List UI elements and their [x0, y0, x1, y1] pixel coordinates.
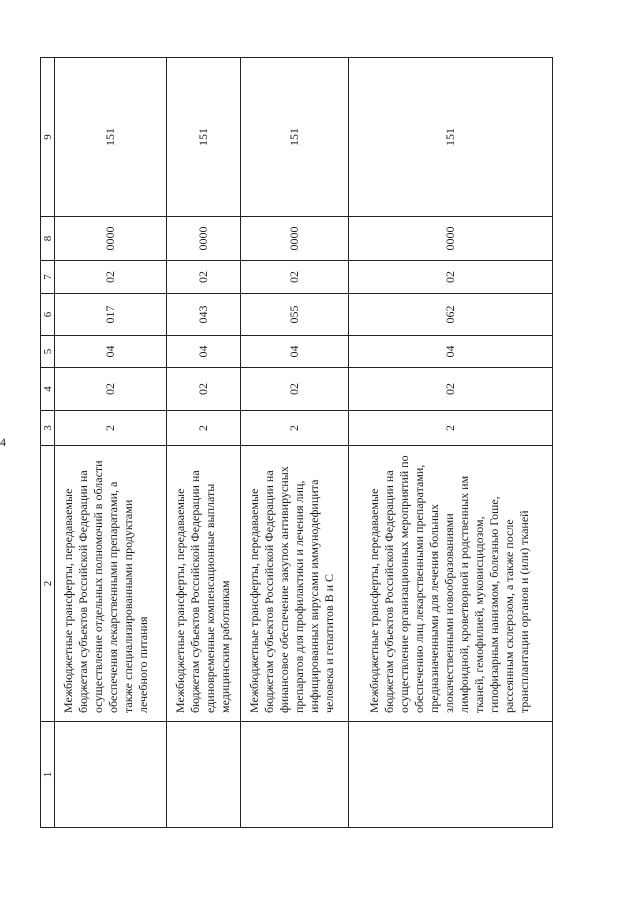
code-cell: 017: [55, 294, 167, 336]
page-number: 4: [0, 435, 6, 449]
header-cell: 2: [41, 446, 55, 722]
header-cell: 8: [41, 217, 55, 261]
header-cell: 9: [41, 58, 55, 217]
header-cell: 6: [41, 294, 55, 336]
code-cell: 02: [167, 368, 241, 411]
table-row: [55, 58, 167, 828]
code-cell: 055: [241, 294, 349, 336]
code-cell: 04: [55, 336, 167, 368]
header-cell: 1: [41, 722, 55, 828]
description-cell: Межбюджетные трансферты, передаваемые бюджетам субъектов Российской Федерации на осуществление организационных мероприятий по обеспечению лиц лекарственными препаратами, предназначенными для лечения больных злокачественными новообразованиями лимфоидной, кроветворной и родственных им тканей, гемофилией, муковисцидозом, гипофизарным нанизмом, болезнью Гоше, рассеянным склерозом, а также после трансплантации органов и (или) тканей: [349, 446, 553, 722]
code-cell: 02: [167, 261, 241, 294]
row-number-cell: [55, 722, 167, 828]
code-cell: 02: [349, 368, 553, 411]
row-number-cell: [167, 722, 241, 828]
code-cell: 2: [241, 411, 349, 446]
table-row: [241, 58, 349, 828]
code-cell: 151: [55, 58, 167, 217]
code-cell: 04: [241, 336, 349, 368]
code-cell: 04: [349, 336, 553, 368]
code-cell: 02: [55, 368, 167, 411]
code-cell: 2: [349, 411, 553, 446]
header-cell: 3: [41, 411, 55, 446]
code-cell: 2: [167, 411, 241, 446]
code-cell: 151: [167, 58, 241, 217]
code-cell: 02: [241, 261, 349, 294]
table-row: [349, 58, 553, 828]
row-number-cell: [241, 722, 349, 828]
rotated-table-wrapper: [40, 58, 553, 828]
row-number-cell: [349, 722, 553, 828]
code-cell: 151: [241, 58, 349, 217]
code-cell: 2: [55, 411, 167, 446]
code-cell: 0000: [349, 217, 553, 261]
rotated-table-area: [40, 58, 553, 828]
budget-table: [40, 57, 553, 828]
description-cell: Межбюджетные трансферты, передаваемые бюджетам субъектов Российской Федерации на осуществление отдельных полномочий в области обеспечения лекарственными препаратами, а также специализированными продуктами лечебного питания: [55, 446, 167, 722]
code-cell: 0000: [167, 217, 241, 261]
code-cell: 062: [349, 294, 553, 336]
description-cell: Межбюджетные трансферты, передаваемые бюджетам субъектов Российской Федерации на финансовое обеспечение закупок антивирусных препаратов для профилактики и лечения лиц, инфицированных вирусами иммунодефицита человека и гепатитов B и C: [241, 446, 349, 722]
code-cell: 02: [55, 261, 167, 294]
description-cell: Межбюджетные трансферты, передаваемые бюджетам субъектов Российской Федерации на единовременные компенсационные выплаты медицинским работникам: [167, 446, 241, 722]
header-cell: 7: [41, 261, 55, 294]
header-cell: 5: [41, 336, 55, 368]
header-row: [41, 58, 55, 828]
code-cell: 0000: [55, 217, 167, 261]
header-cell: 4: [41, 368, 55, 411]
code-cell: 02: [241, 368, 349, 411]
code-cell: 0000: [241, 217, 349, 261]
code-cell: 043: [167, 294, 241, 336]
code-cell: 04: [167, 336, 241, 368]
code-cell: 151: [349, 58, 553, 217]
table-row: [167, 58, 241, 828]
code-cell: 02: [349, 261, 553, 294]
